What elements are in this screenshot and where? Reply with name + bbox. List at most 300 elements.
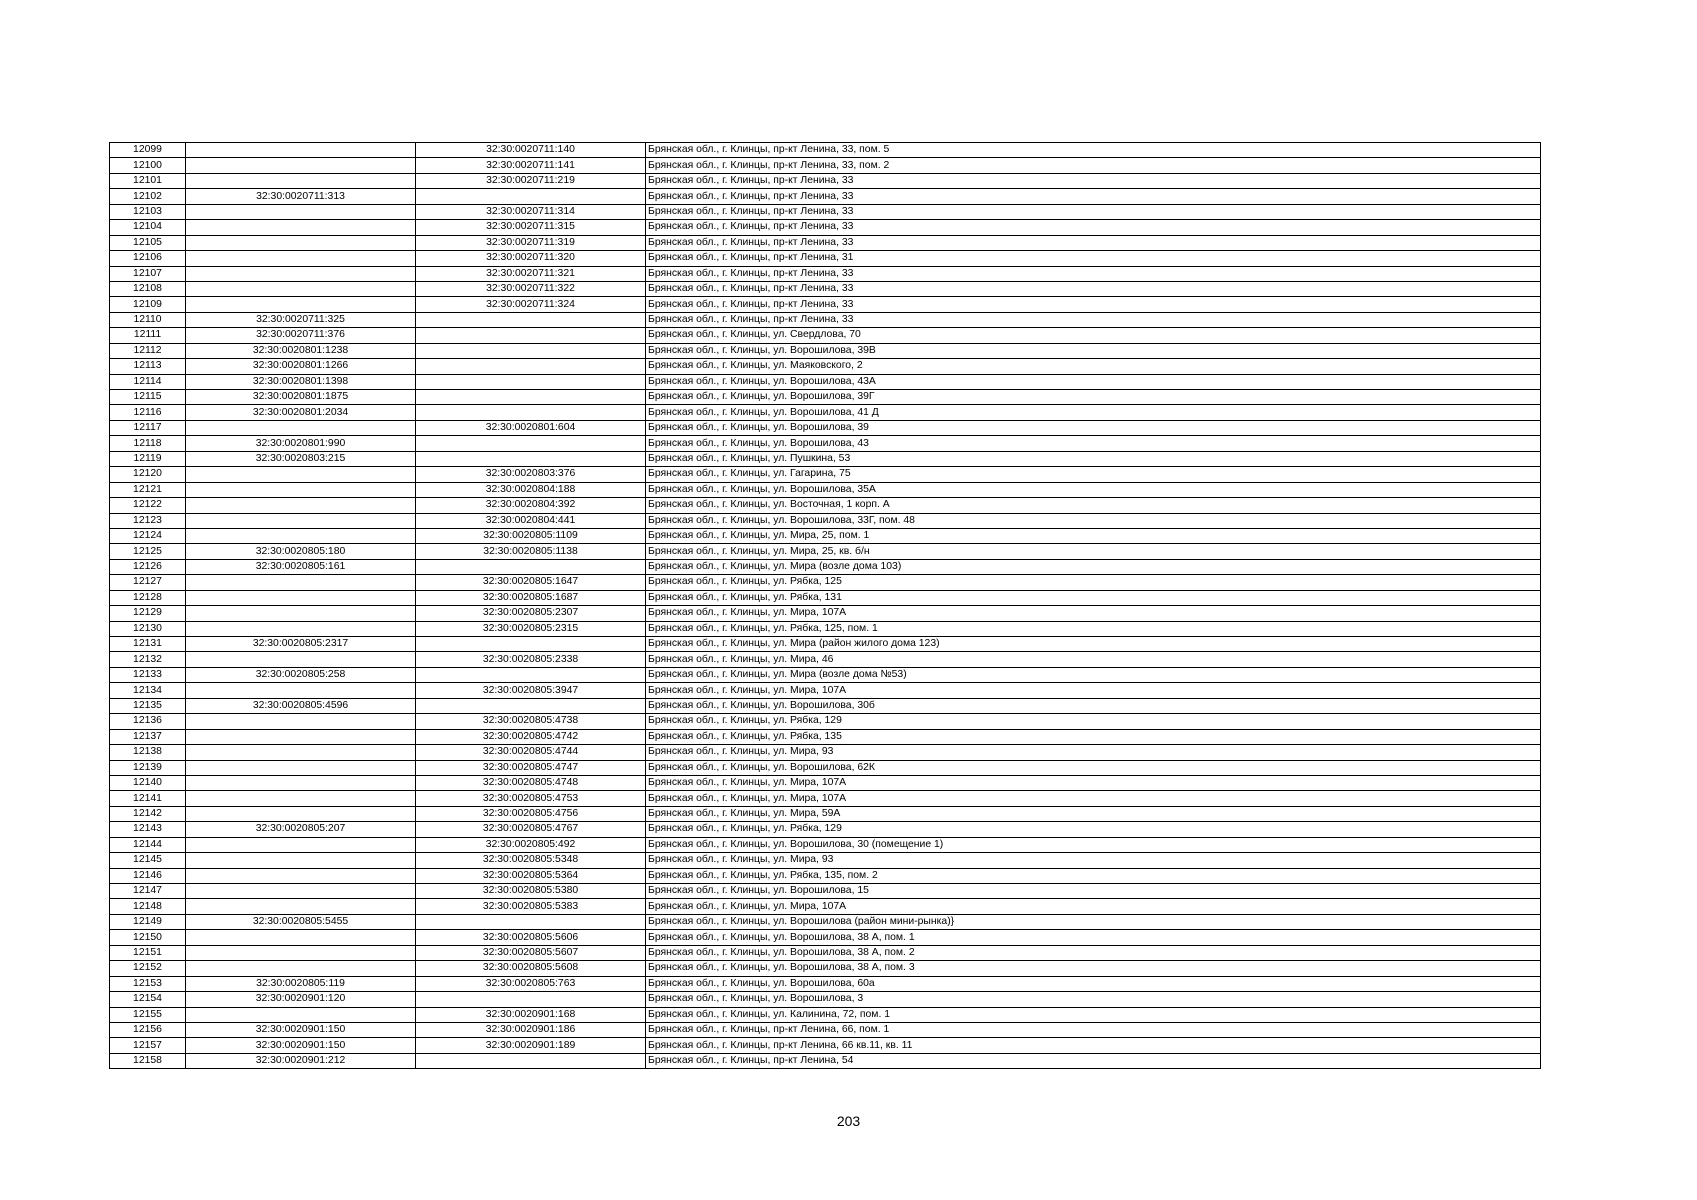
land-cadastral-number-cell [186, 945, 416, 960]
land-cadastral-number-cell [186, 729, 416, 744]
row-number-cell: 12111 [110, 328, 186, 343]
row-number-cell: 12114 [110, 374, 186, 389]
land-cadastral-number-cell: 32:30:0020803:215 [186, 451, 416, 466]
object-cadastral-number-cell [416, 359, 646, 374]
address-cell: Брянская обл., г. Клинцы, ул. Мира, 25, кв. б/н [646, 544, 1541, 559]
address-cell: Брянская обл., г. Клинцы, ул. Мира, 93 [646, 745, 1541, 760]
table-row [110, 667, 1541, 682]
land-cadastral-number-cell [186, 235, 416, 250]
address-cell: Брянская обл., г. Клинцы, ул. Ворошилова, 30 (помещение 1) [646, 837, 1541, 852]
row-number-cell: 12138 [110, 745, 186, 760]
row-number-cell: 12118 [110, 436, 186, 451]
address-cell: Брянская обл., г. Клинцы, ул. Ворошилова, 33Г, пом. 48 [646, 513, 1541, 528]
land-cadastral-number-cell [186, 853, 416, 868]
address-cell: Брянская обл., г. Клинцы, пр-кт Ленина, 33 [646, 189, 1541, 204]
land-cadastral-number-cell [186, 1007, 416, 1022]
address-cell: Брянская обл., г. Клинцы, ул. Ворошилова, 43 [646, 436, 1541, 451]
land-cadastral-number-cell [186, 775, 416, 790]
land-cadastral-number-cell [186, 204, 416, 219]
land-cadastral-number-cell [186, 884, 416, 899]
object-cadastral-number-cell: 32:30:0020711:324 [416, 297, 646, 312]
row-number-cell: 12117 [110, 420, 186, 435]
object-cadastral-number-cell: 32:30:0020805:5383 [416, 899, 646, 914]
table-row [110, 1022, 1541, 1037]
land-cadastral-number-cell [186, 621, 416, 636]
address-cell: Брянская обл., г. Клинцы, ул. Мира, 107А [646, 606, 1541, 621]
table-row [110, 220, 1541, 235]
address-cell: Брянская обл., г. Клинцы, ул. Мира, 107А [646, 683, 1541, 698]
address-cell: Брянская обл., г. Клинцы, ул. Мира, 46 [646, 652, 1541, 667]
row-number-cell: 12124 [110, 528, 186, 543]
land-cadastral-number-cell [186, 528, 416, 543]
address-cell: Брянская обл., г. Клинцы, ул. Мира (возле дома 103) [646, 559, 1541, 574]
land-cadastral-number-cell: 32:30:0020901:150 [186, 1022, 416, 1037]
address-cell: Брянская обл., г. Клинцы, ул. Мира (возле дома №53) [646, 667, 1541, 682]
object-cadastral-number-cell: 32:30:0020805:4742 [416, 729, 646, 744]
object-cadastral-number-cell [416, 328, 646, 343]
address-cell: Брянская обл., г. Клинцы, ул. Рябка, 135, пом. 2 [646, 868, 1541, 883]
object-cadastral-number-cell: 32:30:0020805:4748 [416, 775, 646, 790]
land-cadastral-number-cell [186, 266, 416, 281]
address-cell: Брянская обл., г. Клинцы, ул. Ворошилова, 15 [646, 884, 1541, 899]
row-number-cell: 12120 [110, 467, 186, 482]
table-row [110, 575, 1541, 590]
object-cadastral-number-cell: 32:30:0020711:314 [416, 204, 646, 219]
object-cadastral-number-cell [416, 698, 646, 713]
table-row [110, 822, 1541, 837]
object-cadastral-number-cell: 32:30:0020805:5606 [416, 930, 646, 945]
object-cadastral-number-cell: 32:30:0020805:1109 [416, 528, 646, 543]
row-number-cell: 12113 [110, 359, 186, 374]
table-row [110, 837, 1541, 852]
address-cell: Брянская обл., г. Клинцы, пр-кт Ленина, 33, пом. 2 [646, 158, 1541, 173]
row-number-cell: 12150 [110, 930, 186, 945]
land-cadastral-number-cell: 32:30:0020805:119 [186, 976, 416, 991]
object-cadastral-number-cell [416, 914, 646, 929]
table-row [110, 745, 1541, 760]
land-cadastral-number-cell [186, 498, 416, 513]
address-cell: Брянская обл., г. Клинцы, ул. Рябка, 131 [646, 590, 1541, 605]
table-row [110, 528, 1541, 543]
table-row [110, 791, 1541, 806]
row-number-cell: 12158 [110, 1053, 186, 1068]
object-cadastral-number-cell: 32:30:0020804:441 [416, 513, 646, 528]
table-row [110, 482, 1541, 497]
table-row [110, 436, 1541, 451]
object-cadastral-number-cell: 32:30:0020805:1687 [416, 590, 646, 605]
address-cell: Брянская обл., г. Клинцы, ул. Ворошилова, 39 [646, 420, 1541, 435]
object-cadastral-number-cell: 32:30:0020901:168 [416, 1007, 646, 1022]
table-row [110, 683, 1541, 698]
row-number-cell: 12149 [110, 914, 186, 929]
object-cadastral-number-cell: 32:30:0020804:392 [416, 498, 646, 513]
object-cadastral-number-cell [416, 390, 646, 405]
address-cell: Брянская обл., г. Клинцы, ул. Ворошилова, 38 А, пом. 1 [646, 930, 1541, 945]
object-cadastral-number-cell: 32:30:0020711:315 [416, 220, 646, 235]
address-cell: Брянская обл., г. Клинцы, пр-кт Ленина, 33 [646, 204, 1541, 219]
table-row [110, 1053, 1541, 1068]
address-cell: Брянская обл., г. Клинцы, пр-кт Ленина, 33 [646, 297, 1541, 312]
table-row [110, 853, 1541, 868]
object-cadastral-number-cell: 32:30:0020711:141 [416, 158, 646, 173]
table-row [110, 899, 1541, 914]
row-number-cell: 12102 [110, 189, 186, 204]
land-cadastral-number-cell: 32:30:0020805:5455 [186, 914, 416, 929]
table-row [110, 945, 1541, 960]
address-cell: Брянская обл., г. Клинцы, ул. Ворошилова, 41 Д [646, 405, 1541, 420]
row-number-cell: 12139 [110, 760, 186, 775]
object-cadastral-number-cell: 32:30:0020805:4753 [416, 791, 646, 806]
land-cadastral-number-cell [186, 961, 416, 976]
address-cell: Брянская обл., г. Клинцы, ул. Пушкина, 53 [646, 451, 1541, 466]
address-cell: Брянская обл., г. Клинцы, ул. Рябка, 125 [646, 575, 1541, 590]
table-row [110, 652, 1541, 667]
table-row [110, 806, 1541, 821]
object-cadastral-number-cell: 32:30:0020711:140 [416, 143, 646, 158]
object-cadastral-number-cell [416, 374, 646, 389]
object-cadastral-number-cell: 32:30:0020805:4756 [416, 806, 646, 821]
row-number-cell: 12112 [110, 343, 186, 358]
row-number-cell: 12106 [110, 251, 186, 266]
table-row [110, 559, 1541, 574]
land-cadastral-number-cell: 32:30:0020805:2317 [186, 637, 416, 652]
land-cadastral-number-cell [186, 791, 416, 806]
row-number-cell: 12109 [110, 297, 186, 312]
address-cell: Брянская обл., г. Клинцы, ул. Маяковского, 2 [646, 359, 1541, 374]
land-cadastral-number-cell [186, 930, 416, 945]
address-cell: Брянская обл., г. Клинцы, ул. Рябка, 129 [646, 822, 1541, 837]
row-number-cell: 12154 [110, 992, 186, 1007]
object-cadastral-number-cell: 32:30:0020805:5608 [416, 961, 646, 976]
address-cell: Брянская обл., г. Клинцы, ул. Ворошилова (район мини-рынка)} [646, 914, 1541, 929]
object-cadastral-number-cell: 32:30:0020801:604 [416, 420, 646, 435]
land-cadastral-number-cell [186, 760, 416, 775]
row-number-cell: 12100 [110, 158, 186, 173]
address-cell: Брянская обл., г. Клинцы, ул. Мира, 59А [646, 806, 1541, 821]
object-cadastral-number-cell: 32:30:0020711:319 [416, 235, 646, 250]
object-cadastral-number-cell: 32:30:0020805:4744 [416, 745, 646, 760]
row-number-cell: 12105 [110, 235, 186, 250]
object-cadastral-number-cell [416, 451, 646, 466]
address-cell: Брянская обл., г. Клинцы, ул. Мира, 107А [646, 775, 1541, 790]
address-cell: Брянская обл., г. Клинцы, пр-кт Ленина, 33 [646, 173, 1541, 188]
land-cadastral-number-cell: 32:30:0020801:1266 [186, 359, 416, 374]
land-cadastral-number-cell [186, 745, 416, 760]
address-cell: Брянская обл., г. Клинцы, ул. Ворошилова, 62К [646, 760, 1541, 775]
table-row [110, 343, 1541, 358]
table-row [110, 251, 1541, 266]
object-cadastral-number-cell: 32:30:0020805:1138 [416, 544, 646, 559]
land-cadastral-number-cell: 32:30:0020801:1398 [186, 374, 416, 389]
address-cell: Брянская обл., г. Клинцы, ул. Ворошилова, 30б [646, 698, 1541, 713]
table-row [110, 513, 1541, 528]
table-row [110, 498, 1541, 513]
address-cell: Брянская обл., г. Клинцы, ул. Ворошилова, 3 [646, 992, 1541, 1007]
object-cadastral-number-cell: 32:30:0020804:188 [416, 482, 646, 497]
table-row [110, 930, 1541, 945]
table-row [110, 143, 1541, 158]
address-cell: Брянская обл., г. Клинцы, ул. Мира (район жилого дома 123) [646, 637, 1541, 652]
row-number-cell: 12143 [110, 822, 186, 837]
table-row [110, 390, 1541, 405]
land-cadastral-number-cell: 32:30:0020801:2034 [186, 405, 416, 420]
row-number-cell: 12130 [110, 621, 186, 636]
row-number-cell: 12146 [110, 868, 186, 883]
row-number-cell: 12156 [110, 1022, 186, 1037]
table-row [110, 868, 1541, 883]
land-cadastral-number-cell [186, 158, 416, 173]
row-number-cell: 12148 [110, 899, 186, 914]
row-number-cell: 12121 [110, 482, 186, 497]
address-cell: Брянская обл., г. Клинцы, ул. Мира, 25, пом. 1 [646, 528, 1541, 543]
table-row [110, 760, 1541, 775]
land-cadastral-number-cell [186, 683, 416, 698]
object-cadastral-number-cell [416, 312, 646, 327]
row-number-cell: 12128 [110, 590, 186, 605]
row-number-cell: 12155 [110, 1007, 186, 1022]
table-row [110, 312, 1541, 327]
land-cadastral-number-cell [186, 143, 416, 158]
address-cell: Брянская обл., г. Клинцы, ул. Ворошилова, 38 А, пом. 3 [646, 961, 1541, 976]
object-cadastral-number-cell [416, 343, 646, 358]
row-number-cell: 12141 [110, 791, 186, 806]
address-cell: Брянская обл., г. Клинцы, пр-кт Ленина, 33 [646, 312, 1541, 327]
land-cadastral-number-cell: 32:30:0020805:4596 [186, 698, 416, 713]
table-row [110, 235, 1541, 250]
land-cadastral-number-cell: 32:30:0020801:990 [186, 436, 416, 451]
row-number-cell: 12151 [110, 945, 186, 960]
row-number-cell: 12129 [110, 606, 186, 621]
row-number-cell: 12142 [110, 806, 186, 821]
table-row [110, 1038, 1541, 1053]
address-cell: Брянская обл., г. Клинцы, ул. Рябка, 129 [646, 714, 1541, 729]
address-cell: Брянская обл., г. Клинцы, пр-кт Ленина, 33, пом. 5 [646, 143, 1541, 158]
row-number-cell: 12110 [110, 312, 186, 327]
address-cell: Брянская обл., г. Клинцы, ул. Ворошилова, 60а [646, 976, 1541, 991]
land-cadastral-number-cell: 32:30:0020805:180 [186, 544, 416, 559]
table-row [110, 884, 1541, 899]
land-cadastral-number-cell: 32:30:0020805:207 [186, 822, 416, 837]
page-number: 203 [836, 1113, 861, 1129]
address-cell: Брянская обл., г. Клинцы, ул. Мира, 107А [646, 899, 1541, 914]
land-cadastral-number-cell [186, 899, 416, 914]
land-cadastral-number-cell: 32:30:0020711:313 [186, 189, 416, 204]
registry-table-body [110, 143, 1541, 1069]
row-number-cell: 12104 [110, 220, 186, 235]
row-number-cell: 12137 [110, 729, 186, 744]
row-number-cell: 12136 [110, 714, 186, 729]
land-cadastral-number-cell [186, 173, 416, 188]
object-cadastral-number-cell [416, 559, 646, 574]
table-row [110, 621, 1541, 636]
object-cadastral-number-cell: 32:30:0020711:321 [416, 266, 646, 281]
row-number-cell: 12145 [110, 853, 186, 868]
address-cell: Брянская обл., г. Клинцы, ул. Мира, 107А [646, 791, 1541, 806]
address-cell: Брянская обл., г. Клинцы, пр-кт Ленина, 33 [646, 220, 1541, 235]
object-cadastral-number-cell [416, 436, 646, 451]
row-number-cell: 12116 [110, 405, 186, 420]
row-number-cell: 12103 [110, 204, 186, 219]
table-row [110, 590, 1541, 605]
table-row [110, 281, 1541, 296]
row-number-cell: 12140 [110, 775, 186, 790]
table-row [110, 714, 1541, 729]
land-cadastral-number-cell: 32:30:0020805:258 [186, 667, 416, 682]
table-row [110, 961, 1541, 976]
table-row [110, 420, 1541, 435]
address-cell: Брянская обл., г. Клинцы, ул. Калинина, 72, пом. 1 [646, 1007, 1541, 1022]
address-cell: Брянская обл., г. Клинцы, пр-кт Ленина, 66, пом. 1 [646, 1022, 1541, 1037]
row-number-cell: 12147 [110, 884, 186, 899]
object-cadastral-number-cell: 32:30:0020901:189 [416, 1038, 646, 1053]
table-row [110, 451, 1541, 466]
land-cadastral-number-cell: 32:30:0020801:1875 [186, 390, 416, 405]
row-number-cell: 12123 [110, 513, 186, 528]
object-cadastral-number-cell [416, 637, 646, 652]
object-cadastral-number-cell [416, 1053, 646, 1068]
table-row [110, 1007, 1541, 1022]
land-cadastral-number-cell: 32:30:0020901:120 [186, 992, 416, 1007]
land-cadastral-number-cell: 32:30:0020901:212 [186, 1053, 416, 1068]
object-cadastral-number-cell: 32:30:0020711:219 [416, 173, 646, 188]
land-cadastral-number-cell [186, 652, 416, 667]
table-row [110, 189, 1541, 204]
object-cadastral-number-cell [416, 667, 646, 682]
row-number-cell: 12135 [110, 698, 186, 713]
land-cadastral-number-cell [186, 297, 416, 312]
land-cadastral-number-cell [186, 281, 416, 296]
table-row [110, 374, 1541, 389]
address-cell: Брянская обл., г. Клинцы, пр-кт Ленина, 31 [646, 251, 1541, 266]
table-row [110, 467, 1541, 482]
object-cadastral-number-cell: 32:30:0020711:322 [416, 281, 646, 296]
address-cell: Брянская обл., г. Клинцы, пр-кт Ленина, 33 [646, 281, 1541, 296]
address-cell: Брянская обл., г. Клинцы, ул. Свердлова, 70 [646, 328, 1541, 343]
object-cadastral-number-cell: 32:30:0020805:4767 [416, 822, 646, 837]
table-row [110, 266, 1541, 281]
object-cadastral-number-cell: 32:30:0020805:5607 [416, 945, 646, 960]
object-cadastral-number-cell: 32:30:0020805:3947 [416, 683, 646, 698]
land-cadastral-number-cell [186, 806, 416, 821]
address-cell: Брянская обл., г. Клинцы, ул. Ворошилова, 43А [646, 374, 1541, 389]
address-cell: Брянская обл., г. Клинцы, ул. Ворошилова, 39В [646, 343, 1541, 358]
row-number-cell: 12126 [110, 559, 186, 574]
address-cell: Брянская обл., г. Клинцы, пр-кт Ленина, 33 [646, 235, 1541, 250]
address-cell: Брянская обл., г. Клинцы, ул. Ворошилова, 38 А, пом. 2 [646, 945, 1541, 960]
row-number-cell: 12131 [110, 637, 186, 652]
land-cadastral-number-cell [186, 513, 416, 528]
object-cadastral-number-cell: 32:30:0020805:4747 [416, 760, 646, 775]
row-number-cell: 12125 [110, 544, 186, 559]
land-cadastral-number-cell [186, 220, 416, 235]
row-number-cell: 12108 [110, 281, 186, 296]
address-cell: Брянская обл., г. Клинцы, ул. Гагарина, 75 [646, 467, 1541, 482]
table-row [110, 992, 1541, 1007]
row-number-cell: 12115 [110, 390, 186, 405]
address-cell: Брянская обл., г. Клинцы, ул. Рябка, 135 [646, 729, 1541, 744]
land-cadastral-number-cell [186, 575, 416, 590]
table-row [110, 204, 1541, 219]
table-row [110, 405, 1541, 420]
object-cadastral-number-cell [416, 189, 646, 204]
table-row [110, 729, 1541, 744]
address-cell: Брянская обл., г. Клинцы, ул. Восточная, 1 корп. А [646, 498, 1541, 513]
land-cadastral-number-cell [186, 251, 416, 266]
row-number-cell: 12127 [110, 575, 186, 590]
object-cadastral-number-cell [416, 992, 646, 1007]
row-number-cell: 12119 [110, 451, 186, 466]
row-number-cell: 12152 [110, 961, 186, 976]
object-cadastral-number-cell: 32:30:0020805:2307 [416, 606, 646, 621]
row-number-cell: 12133 [110, 667, 186, 682]
address-cell: Брянская обл., г. Клинцы, ул. Ворошилова, 39Г [646, 390, 1541, 405]
table-row [110, 297, 1541, 312]
land-cadastral-number-cell [186, 868, 416, 883]
object-cadastral-number-cell: 32:30:0020805:5380 [416, 884, 646, 899]
table-row [110, 359, 1541, 374]
table-row [110, 158, 1541, 173]
table-row [110, 698, 1541, 713]
row-number-cell: 12101 [110, 173, 186, 188]
object-cadastral-number-cell: 32:30:0020803:376 [416, 467, 646, 482]
row-number-cell: 12099 [110, 143, 186, 158]
land-cadastral-number-cell: 32:30:0020711:376 [186, 328, 416, 343]
land-cadastral-number-cell [186, 714, 416, 729]
table-row [110, 606, 1541, 621]
object-cadastral-number-cell: 32:30:0020805:2315 [416, 621, 646, 636]
land-cadastral-number-cell [186, 467, 416, 482]
address-cell: Брянская обл., г. Клинцы, ул. Мира, 93 [646, 853, 1541, 868]
row-number-cell: 12107 [110, 266, 186, 281]
land-cadastral-number-cell [186, 837, 416, 852]
address-cell: Брянская обл., г. Клинцы, ул. Ворошилова, 35А [646, 482, 1541, 497]
object-cadastral-number-cell: 32:30:0020805:5364 [416, 868, 646, 883]
table-row [110, 637, 1541, 652]
row-number-cell: 12122 [110, 498, 186, 513]
row-number-cell: 12134 [110, 683, 186, 698]
address-cell: Брянская обл., г. Клинцы, пр-кт Ленина, 54 [646, 1053, 1541, 1068]
row-number-cell: 12132 [110, 652, 186, 667]
table-row [110, 544, 1541, 559]
object-cadastral-number-cell [416, 405, 646, 420]
object-cadastral-number-cell: 32:30:0020805:763 [416, 976, 646, 991]
table-row [110, 775, 1541, 790]
object-cadastral-number-cell: 32:30:0020805:1647 [416, 575, 646, 590]
land-cadastral-number-cell: 32:30:0020801:1238 [186, 343, 416, 358]
land-cadastral-number-cell: 32:30:0020901:150 [186, 1038, 416, 1053]
object-cadastral-number-cell: 32:30:0020805:5348 [416, 853, 646, 868]
land-cadastral-number-cell [186, 482, 416, 497]
table-row [110, 976, 1541, 991]
land-cadastral-number-cell [186, 606, 416, 621]
row-number-cell: 12153 [110, 976, 186, 991]
object-cadastral-number-cell: 32:30:0020711:320 [416, 251, 646, 266]
object-cadastral-number-cell: 32:30:0020805:4738 [416, 714, 646, 729]
row-number-cell: 12157 [110, 1038, 186, 1053]
address-cell: Брянская обл., г. Клинцы, ул. Рябка, 125, пом. 1 [646, 621, 1541, 636]
land-cadastral-number-cell [186, 590, 416, 605]
land-cadastral-number-cell [186, 420, 416, 435]
row-number-cell: 12144 [110, 837, 186, 852]
land-cadastral-number-cell: 32:30:0020805:161 [186, 559, 416, 574]
address-cell: Брянская обл., г. Клинцы, пр-кт Ленина, 66 кв.11, кв. 11 [646, 1038, 1541, 1053]
table-row [110, 328, 1541, 343]
table-row [110, 173, 1541, 188]
object-cadastral-number-cell: 32:30:0020901:186 [416, 1022, 646, 1037]
address-cell: Брянская обл., г. Клинцы, пр-кт Ленина, 33 [646, 266, 1541, 281]
land-cadastral-number-cell: 32:30:0020711:325 [186, 312, 416, 327]
table-row [110, 914, 1541, 929]
